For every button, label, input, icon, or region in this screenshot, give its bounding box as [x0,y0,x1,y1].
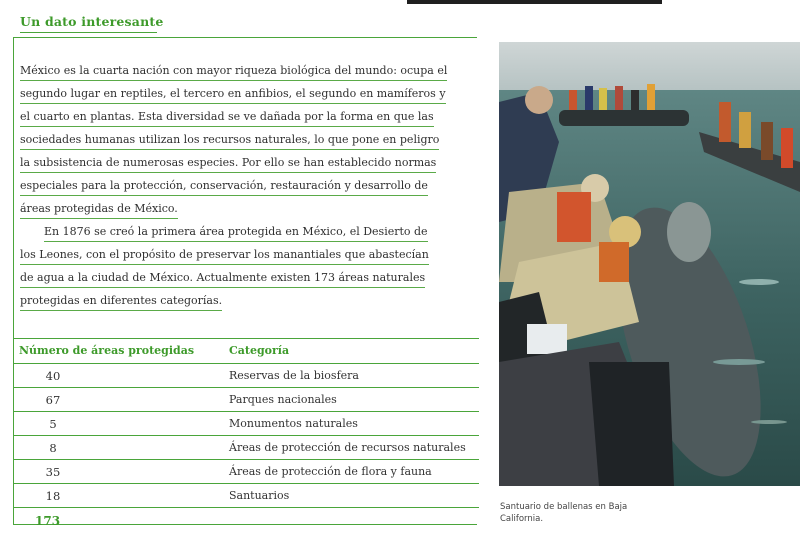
paragraph-line: el cuarto en plantas. Esta diversidad se ve dañada por la forma en que las [20,106,475,129]
row-count: 67 [45,393,61,407]
row-category: Santuarios [229,489,290,502]
paragraph-line: especiales para la protección, conservación, restauración y desarrollo de [20,175,475,198]
row-count: 8 [49,441,57,455]
table-row [13,388,479,412]
table-row [13,412,479,436]
photo-caption: Santuario de ballenas en Baja California. [500,502,628,524]
frame-top-rule [13,37,477,38]
top-dark-bar [407,0,662,4]
paragraph-line: protegidas en diferentes categorías. [20,290,475,313]
table-row [13,436,479,460]
protected-areas-table [13,338,479,532]
row-count: 5 [49,417,57,431]
paragraph-line: En 1876 se creó la primera área protegida en México, el Desierto de [20,221,475,244]
table-row [13,484,479,508]
total-count: 173 [35,514,61,528]
paragraph-line: los Leones, con el propósito de preservar los manantiales que abastecían [20,244,475,267]
section-heading: Un dato interesante [20,14,164,29]
row-category: Parques nacionales [229,393,337,406]
paragraph-line: de agua a la ciudad de México. Actualmente existen 173 áreas naturales [20,267,475,290]
photo-illustration [499,42,800,486]
row-count: 40 [45,369,61,383]
row-category: Áreas de protección de flora y fauna [229,465,432,478]
row-count: 35 [45,465,61,479]
paragraph-line: áreas protegidas de México. [20,198,475,221]
heading-underline [20,32,157,33]
header-count: Número de áreas protegidas [19,344,195,357]
paragraph-line: sociedades humanas utilizan los recursos naturales, lo que pone en peligro [20,129,475,152]
header-category: Categoría [229,344,290,357]
paragraph-line: la subsistencia de numerosas especies. Por ello se han establecido normas [20,152,475,175]
table-header [13,338,479,364]
row-category: Áreas de protección de recursos naturales [229,441,466,454]
table-row [13,460,479,484]
whale-sanctuary-photo [499,42,800,486]
table-row [13,364,479,388]
row-category: Monumentos naturales [229,417,358,430]
body-paragraph [20,60,475,313]
table-total-row [13,508,479,532]
row-count: 18 [45,489,61,503]
row-category: Reservas de la biosfera [229,369,359,382]
paragraph-line: México es la cuarta nación con mayor riqueza biológica del mundo: ocupa el [20,60,475,83]
paragraph-line: segundo lugar en reptiles, el tercero en anfibios, el segundo en mamíferos y [20,83,475,106]
